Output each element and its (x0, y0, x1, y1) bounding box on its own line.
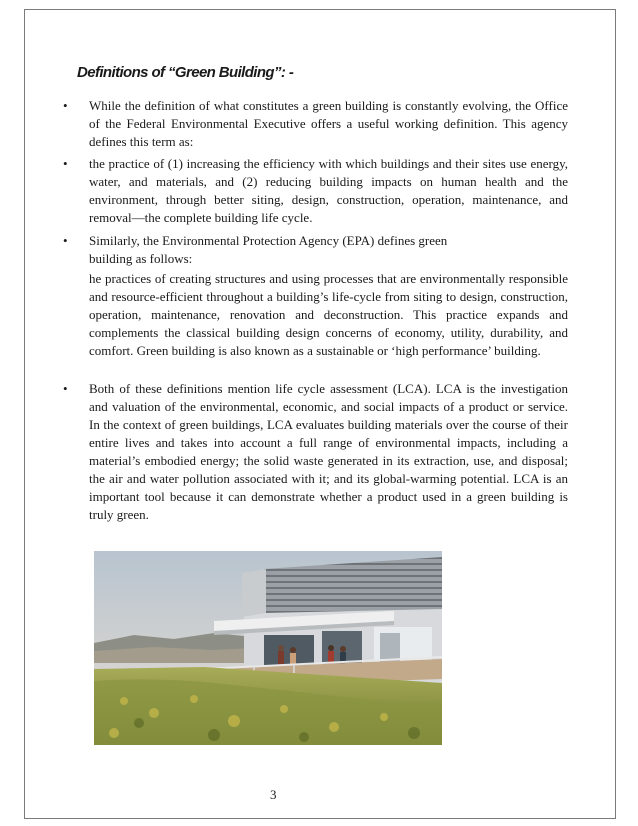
bullet-marker: • (63, 156, 68, 171)
paragraph-ofee-definition: the practice of (1) increasing the efficiency with which buildings and their sites use energy, water, and materials, and (2) reducing building impacts on human health and the environment, through better siting, design, construction, operation, maintenance, and removal—the complete building life cycle. (89, 156, 568, 225)
bullet-marker: • (63, 98, 68, 113)
paragraph-definition-intro: While the definition of what constitutes a green building is constantly evolving, the Office of the Federal Environmental Executive offers a useful working definition. This agency defines this term as: (89, 98, 568, 149)
page-heading: Definitions of “Green Building”: - (77, 64, 294, 81)
paragraph-epa-definition: he practices of creating structures and using processes that are environmentally responsible and resource-efficient throughout a building’s life-cycle from siting to design, construction, operation, maintenance, renovation and deconstruction. This practice expands and complements the classical building design concerns of economy, utility, durability, and comfort. Green building is also known as a sustainable or ‘high performance’ building. (89, 271, 568, 358)
page-number: 3 (270, 787, 277, 802)
bullet-marker: • (63, 233, 68, 248)
paragraph-lca: Both of these definitions mention life cycle assessment (LCA). LCA is the investigation and valuation of the environmental, economic, and social impacts of a product or service. In the context of green buildings, LCA evaluates building materials over the course of their entire lives and takes into account a full range of environmental impacts, including a material’s embodied energy; the solid waste generated in its extraction, use, and disposal; the air and water pollution associated with it; and its global-warming potential. LCA is an important tool because it can demonstrate whether a product used in a green building is truly green. (89, 381, 568, 522)
green-building-photo (94, 551, 442, 745)
bullet-marker: • (63, 381, 68, 396)
paragraph-epa-intro: Similarly, the Environmental Protection Agency (EPA) defines green building as follows: (89, 233, 448, 266)
